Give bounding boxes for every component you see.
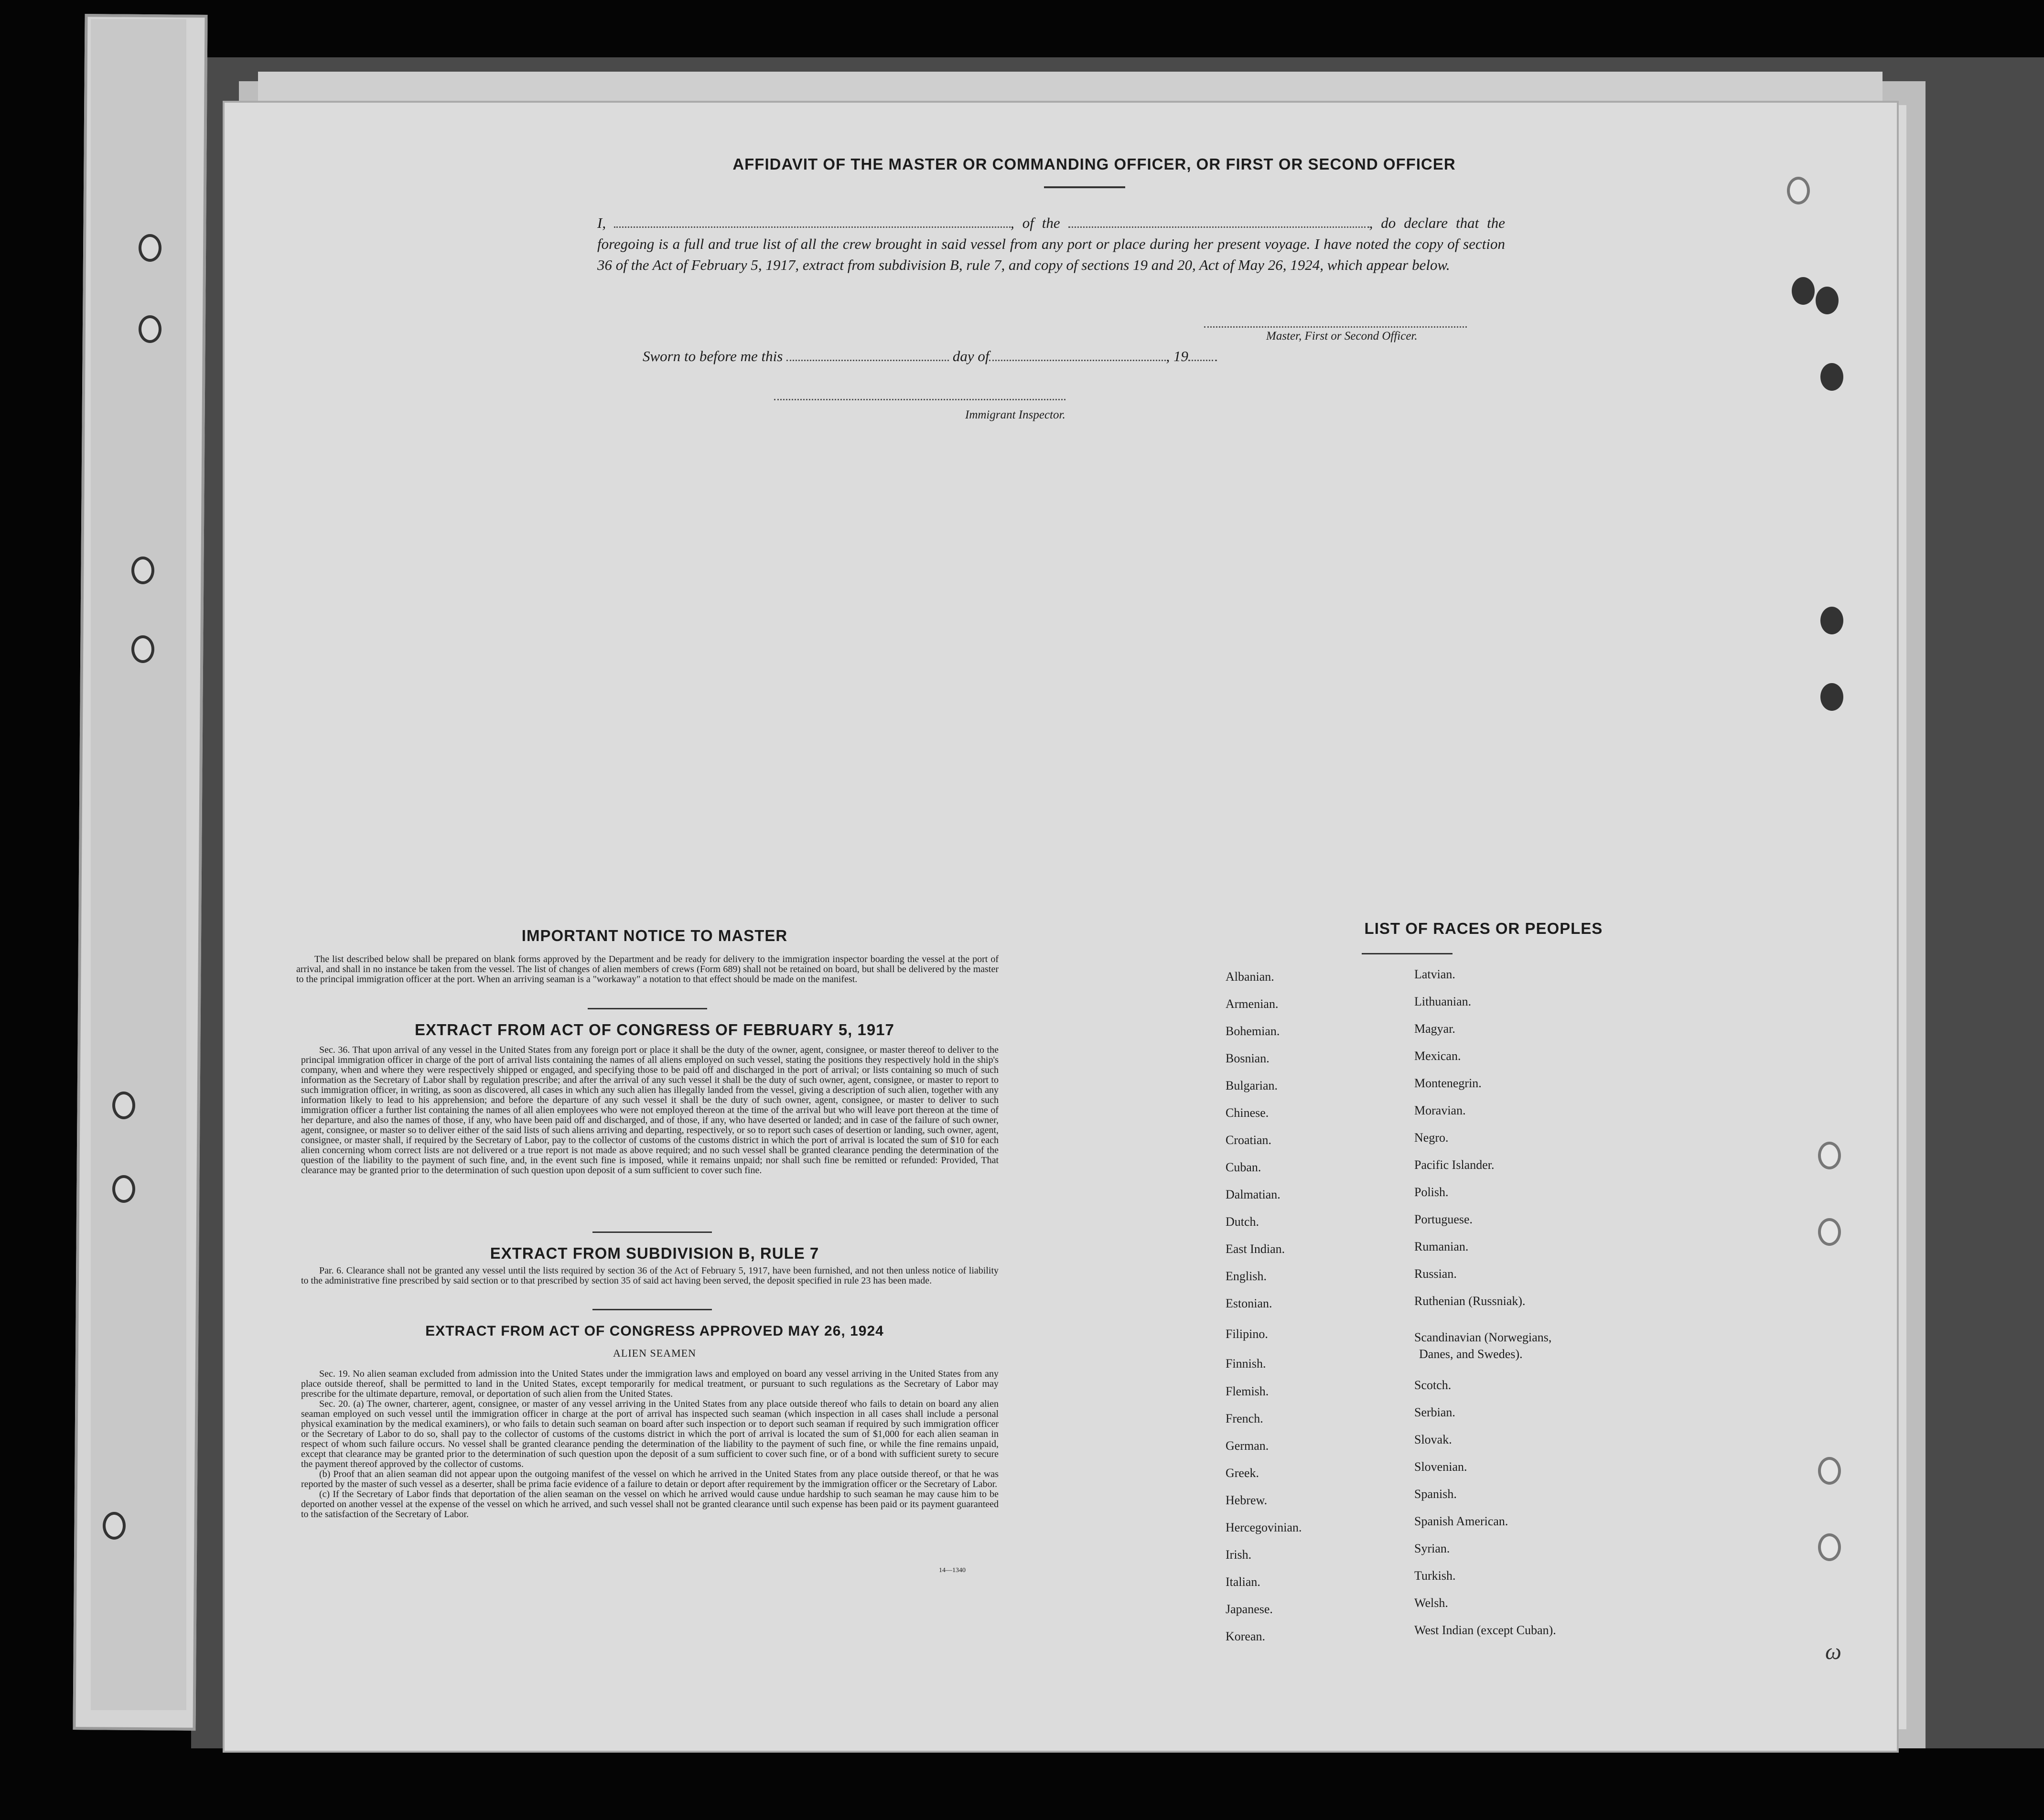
sec-20a-paragraph: Sec. 20. (a) The owner, charterer, agent, consignee, or master of any vessel arriving in the United States from any place outside thereof who fails to detain on board any alien seaman employed on such vessel until the immigration officer in charge at the port of arrival has inspected such seaman (which inspection in all cases shall include a personal physical examination by the medical examiners), or who fails to detain such seaman on board after such inspection or to deport such seaman if required by such immigration officer or the Secretary of Labor to do so, shall pay to the collector of customs of the customs district in which the port of arrival is located the sum of $1,000 for each alien seaman in respect of whom such failure occurs. No vessel shall be granted clearance pending the determination of the liability to the payment of such fine, or while the fine remains unpaid, except that clearance may be granted prior to the determination of such question upon the deposit of a sum sufficient to cover such fine, or of a bond with sufficient surety to secure the payment thereof approved by the collector of customs.: [301, 1399, 999, 1469]
punch-hole: [1818, 1142, 1841, 1169]
race-item: West Indian (except Cuban).: [1414, 1623, 1556, 1637]
section-rule: [588, 1008, 707, 1009]
race-item: Filipino.: [1226, 1327, 1268, 1341]
race-item: Irish.: [1226, 1548, 1252, 1562]
year-text: , 19: [1166, 348, 1188, 364]
affidavit-body: that the foregoing is a full and true list of all the crew brought in said vessel from any port or place during her present voyage. I have noted the copy of section 36 of the Act of February 5, 1917, extract from subdivision B, rule 7, and copy of sections 19 and 20, Act of May 26, 1924, which appear below.: [597, 214, 1505, 273]
punch-hole: [139, 234, 161, 262]
extract-1924-title: EXTRACT FROM ACT OF CONGRESS APPROVED MAY 26, 1924: [425, 1323, 884, 1339]
punch-hole: [1792, 277, 1815, 305]
race-item: Scandinavian (Norwegians,: [1414, 1330, 1552, 1344]
subdiv-b-paragraph: Par. 6. Clearance shall not be granted any vessel until the lists required by section 36 of the Act of February 5, 1917, have been furnished, and not then unless notice of liability to the administrative fine prescribed by said section or to that prescribed by section 35 of said act having been served, the deposit specified in rule 23 has been made.: [301, 1265, 999, 1286]
affidavit-title: AFFIDAVIT OF THE MASTER OR COMMANDING OFFICER, OR FIRST OR SECOND OFFICER: [732, 155, 1456, 173]
race-item: Lithuanian.: [1414, 995, 1472, 1008]
race-item: Italian.: [1226, 1575, 1260, 1589]
race-item: Croatian.: [1226, 1133, 1272, 1147]
race-item: Armenian.: [1226, 997, 1279, 1011]
race-item: German.: [1226, 1439, 1269, 1453]
affidavit-text: [597, 213, 1505, 276]
race-item: Turkish.: [1414, 1569, 1456, 1583]
race-item: French.: [1226, 1412, 1263, 1425]
race-item: Finnish.: [1226, 1357, 1266, 1370]
race-item: Albanian.: [1226, 970, 1274, 984]
subdiv-b-title: EXTRACT FROM SUBDIVISION B, RULE 7: [490, 1244, 819, 1262]
races-title: LIST OF RACES OR PEOPLES: [1364, 920, 1603, 937]
margin-handwriting: ω: [1825, 1639, 1841, 1664]
race-item: Pacific Islander.: [1414, 1158, 1495, 1172]
races-left-column: [1226, 970, 1388, 1653]
sec-19-paragraph: Sec. 19. No alien seaman excluded from admission into the United States under the immigration laws and employed on board any vessel arriving in the United States from any place outside thereof, shall be permitted to land in the United States, except temporarily for medical treatment, or pursuant to such regulations as the Secretary of Labor may prescribe for the ultimate departure, removal, or deportation of such alien from the United States.: [301, 1369, 999, 1399]
title-rule: [1044, 186, 1125, 188]
punch-hole: [112, 1092, 135, 1119]
vessel-blank: [1068, 226, 1369, 228]
race-item: Spanish American.: [1414, 1514, 1508, 1528]
affidavit-do-declare: , do declare: [1369, 214, 1448, 231]
subdiv-b-text: [301, 1266, 999, 1286]
inspector-label: Immigrant Inspector.: [965, 408, 1065, 421]
punch-hole: [112, 1175, 135, 1203]
race-item: Scotch.: [1414, 1378, 1452, 1392]
punch-hole: [1818, 1457, 1841, 1485]
punch-hole: [1816, 287, 1839, 314]
race-item: Dalmatian.: [1226, 1188, 1280, 1201]
extract-1924-text: [301, 1369, 999, 1520]
master-signature-line: [1204, 326, 1467, 328]
punch-hole: [1818, 1533, 1841, 1561]
extract-1917-paragraph: Sec. 36. That upon arrival of any vessel in the United States from any foreign port or place it shall be the duty of the owner, agent, consignee, or master thereof to deliver to the principal immigration officer in charge of the port of arrival lists containing the names of all aliens employed on such vessel, stating the positions they respectively hold in the ship's company, when and where they were respectively shipped or engaged, and specifying those to be paid off and discharged in the port of arrival; or lists containing so much of such information as the Secretary of Labor shall by regulation prescribe; and after the arrival of any such vessel it shall be the duty of such owner, agent, consignee, or master to report to such immigration officer, in writing, as soon as discovered, all cases in which any such alien has illegally landed from the vessel, giving a description of such alien, together with any information likely to lead to his apprehension; and before the departure of any such vessel it shall be the duty of such owner, agent, consignee, or master to deliver to such immigration officer a further list containing the names of all alien employees who were not employed thereon at the time of the arrival but who will leave port thereon at the time of her departure, and also the names of those, if any, who have been paid off and discharged, and of those, if any, who have deserted or landed; and in case of the failure of such owner, agent, consignee, or master so to deliver either of the said lists of such aliens arriving and departing, respectively, or so to report such cases of desertion or landing, such owner, agent, consignee, or master shall, if required by the Secretary of Labor, pay to the collector of customs of the customs district in which the port of arrival is located the sum of $10 for each alien concerning whom correct lists are not delivered or a true report is not made as above required; and no such vessel shall be granted clearance pending the determination of the question of the liability to the payment of such fine, and, in the event such fine is imposed, while it remains unpaid; nor shall such fine be remitted or refunded: Provided, That clearance may be granted prior to the determination of such question upon deposit of a sum sufficient to cover such fine.: [301, 1045, 999, 1176]
punch-hole: [1820, 607, 1843, 634]
punch-hole: [131, 557, 154, 584]
race-item: Bohemian.: [1226, 1024, 1280, 1038]
race-item: Bulgarian.: [1226, 1079, 1278, 1092]
race-item: Polish.: [1414, 1185, 1449, 1199]
left-binding-strip-inner: [91, 19, 186, 1710]
day-blank: [786, 360, 949, 361]
sworn-line: [643, 348, 1217, 365]
race-item: Hercegovinian.: [1226, 1520, 1302, 1534]
month-blank: [989, 360, 1166, 361]
punch-hole: [139, 315, 161, 343]
extract-1917-title: EXTRACT FROM ACT OF CONGRESS OF FEBRUARY 5, 1917: [415, 1021, 894, 1038]
race-item: Montenegrin.: [1414, 1076, 1482, 1090]
affidavit-of-the: , of the: [1011, 214, 1060, 231]
affidavit-i: I,: [597, 214, 606, 231]
sec-20b-paragraph: (b) Proof that an alien seaman did not appear upon the outgoing manifest of the vessel on which he arrived in the United States from any place outside thereof, or that he was reported by the master of such vessel as a deserter, shall be prima facie evidence of a failure to detain or deport after requirement by the immigration officer or the Secretary of Labor.: [301, 1469, 999, 1489]
race-item: Serbian.: [1414, 1405, 1455, 1419]
notice-paragraph: The list described below shall be prepared on blank forms approved by the Department and be ready for delivery to the immigration inspector boarding the vessel at the port of arrival, and shall in no instance be taken from the vessel. The list of changes of alien members of crews (Form 689) shall not be retained on board, but shall be delivered by the master to the principal immigration officer at the port. When an arriving seaman is a "workaway" a notation to that effect should be made on the manifest.: [296, 954, 999, 985]
notice-text: [296, 954, 999, 985]
race-item: Estonian.: [1226, 1296, 1272, 1310]
race-item: Spanish.: [1414, 1487, 1457, 1501]
race-item: Cuban.: [1226, 1160, 1261, 1174]
race-item: Russian.: [1414, 1267, 1457, 1281]
race-item: Rumanian.: [1414, 1240, 1469, 1253]
race-item: Hebrew.: [1226, 1493, 1268, 1507]
punch-hole: [1820, 363, 1843, 391]
race-item-cont: Danes, and Swedes).: [1419, 1347, 1523, 1361]
race-item: Latvian.: [1414, 967, 1455, 981]
race-item: Korean.: [1226, 1629, 1266, 1643]
race-item: Moravian.: [1414, 1103, 1466, 1117]
sworn-text: Sworn to before me this: [643, 348, 783, 364]
races-right-column: [1414, 967, 1624, 1650]
race-item: Welsh.: [1414, 1596, 1448, 1610]
punch-hole: [1818, 1218, 1841, 1246]
notice-title: IMPORTANT NOTICE TO MASTER: [521, 927, 788, 944]
race-item: Greek.: [1226, 1466, 1259, 1480]
race-item: Chinese.: [1226, 1106, 1269, 1120]
punch-hole: [1820, 683, 1843, 711]
sec-20c-paragraph: (c) If the Secretary of Labor finds that deportation of the alien seaman on the vessel on which he arrived would cause undue hardship to such seaman he may cause him to be deported on another vessel at the expense of the vessel on which he arrived, and such vessel shall not be granted clearance until such expense has been paid or its payment guaranteed to the satisfaction of the Secretary of Labor.: [301, 1489, 999, 1520]
race-item: Slovenian.: [1414, 1460, 1467, 1474]
race-item: Magyar.: [1414, 1022, 1455, 1036]
race-item: Syrian.: [1414, 1542, 1450, 1555]
master-label: Master, First or Second Officer.: [1266, 330, 1418, 343]
race-item: Portuguese.: [1414, 1212, 1473, 1226]
race-item: Japanese.: [1226, 1602, 1273, 1616]
section-rule: [592, 1231, 712, 1233]
race-item: Slovak.: [1414, 1433, 1452, 1446]
race-item: Negro.: [1414, 1131, 1449, 1145]
name-blank: [614, 226, 1011, 228]
races-rule: [1362, 953, 1452, 954]
form-number: 14—1340: [939, 1567, 966, 1574]
race-item: East Indian.: [1226, 1242, 1285, 1256]
inspector-signature-line: [774, 399, 1065, 400]
race-item: English.: [1226, 1269, 1267, 1283]
race-item: Flemish.: [1226, 1384, 1269, 1398]
race-item: Bosnian.: [1226, 1051, 1269, 1065]
day-of-text: day of: [952, 348, 990, 364]
alien-seamen-subtitle: ALIEN SEAMEN: [613, 1347, 696, 1359]
race-item: Dutch.: [1226, 1215, 1259, 1229]
section-rule: [592, 1309, 712, 1310]
extract-1917-text: [301, 1045, 999, 1176]
punch-hole: [131, 635, 154, 663]
race-item: Mexican.: [1414, 1049, 1461, 1063]
race-item: Ruthenian (Russniak).: [1414, 1294, 1526, 1308]
year-blank: [1188, 360, 1217, 361]
punch-hole: [1787, 177, 1810, 204]
punch-hole: [103, 1512, 126, 1540]
